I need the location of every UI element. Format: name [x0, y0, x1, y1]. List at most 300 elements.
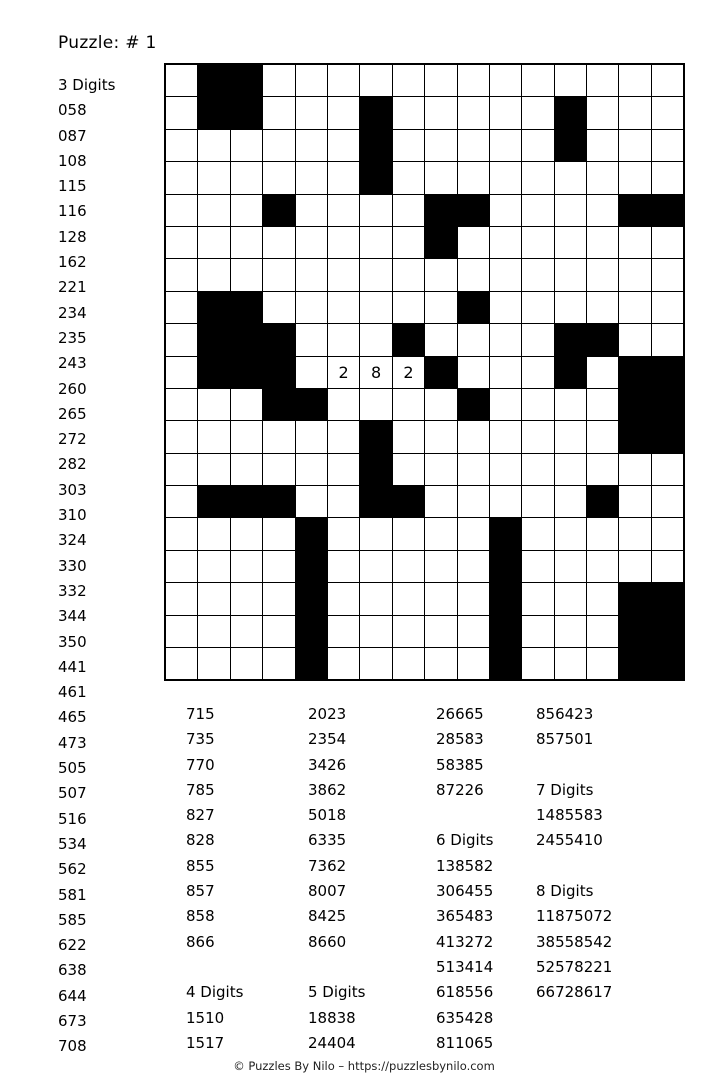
grid-cell[interactable]	[619, 550, 651, 582]
word-list-item[interactable]: 3426	[308, 755, 347, 774]
grid-cell[interactable]	[457, 421, 489, 453]
word-list-item[interactable]: 365483	[436, 907, 494, 926]
grid-cell[interactable]	[360, 259, 392, 291]
grid-cell[interactable]	[198, 518, 230, 550]
grid-cell[interactable]	[587, 64, 619, 97]
grid-cell[interactable]	[230, 518, 262, 550]
grid-cell[interactable]	[360, 64, 392, 97]
word-list-item[interactable]: 534	[58, 834, 87, 853]
grid-cell[interactable]	[489, 97, 521, 129]
word-list-item[interactable]: 306455	[436, 882, 494, 901]
grid-cell[interactable]	[554, 453, 586, 485]
grid-cell[interactable]	[198, 162, 230, 194]
word-list-item[interactable]: 5018	[308, 806, 347, 825]
grid-cell[interactable]	[198, 615, 230, 647]
grid-cell[interactable]	[489, 259, 521, 291]
grid-cell[interactable]	[522, 259, 554, 291]
grid-cell[interactable]	[425, 64, 457, 97]
grid-cell[interactable]	[165, 388, 198, 420]
crossword-grid[interactable]	[164, 63, 685, 681]
grid-cell[interactable]	[489, 388, 521, 420]
grid-cell[interactable]	[522, 129, 554, 161]
word-list-item[interactable]: 115	[58, 177, 87, 196]
word-list-item[interactable]: 24404	[308, 1033, 356, 1052]
grid-cell[interactable]	[457, 453, 489, 485]
grid-cell[interactable]	[263, 421, 295, 453]
grid-cell[interactable]	[457, 64, 489, 97]
grid-cell[interactable]	[522, 162, 554, 194]
grid-cell[interactable]	[392, 615, 424, 647]
word-list-item[interactable]: 38558542	[536, 932, 613, 951]
grid-cell[interactable]	[165, 421, 198, 453]
grid-cell[interactable]	[295, 356, 327, 388]
grid-cell[interactable]	[587, 259, 619, 291]
grid-cell[interactable]	[392, 194, 424, 226]
word-list-item[interactable]: 52578221	[536, 957, 613, 976]
word-list-item[interactable]: 735	[186, 730, 215, 749]
word-list-item[interactable]: 2455410	[536, 831, 603, 850]
word-list-item[interactable]: 856423	[536, 705, 594, 723]
grid-cell[interactable]	[651, 259, 684, 291]
grid-cell[interactable]	[587, 388, 619, 420]
word-list-item[interactable]: 2023	[308, 705, 347, 723]
grid-cell[interactable]	[392, 583, 424, 615]
word-list-item[interactable]: 260	[58, 379, 87, 398]
word-list-item[interactable]: 303	[58, 480, 87, 499]
grid-cell[interactable]	[392, 421, 424, 453]
grid-cell[interactable]	[327, 194, 359, 226]
grid-cell[interactable]	[489, 194, 521, 226]
grid-cell[interactable]	[587, 518, 619, 550]
grid-cell[interactable]	[263, 226, 295, 258]
grid-cell[interactable]	[457, 226, 489, 258]
grid-cell[interactable]	[165, 129, 198, 161]
grid-cell[interactable]	[392, 129, 424, 161]
grid-cell[interactable]	[522, 226, 554, 258]
grid-cell[interactable]	[327, 648, 359, 681]
grid-cell[interactable]	[295, 129, 327, 161]
grid-cell[interactable]	[327, 162, 359, 194]
word-list-item[interactable]: 58385	[436, 755, 484, 774]
grid-cell[interactable]	[327, 486, 359, 518]
grid-cell[interactable]	[425, 648, 457, 681]
grid-cell[interactable]	[522, 388, 554, 420]
grid-cell[interactable]	[198, 648, 230, 681]
grid-cell[interactable]	[522, 97, 554, 129]
grid-cell[interactable]	[554, 648, 586, 681]
grid-cell[interactable]	[619, 324, 651, 356]
grid-cell[interactable]	[425, 291, 457, 323]
word-list-item[interactable]: 6335	[308, 831, 347, 850]
grid-cell[interactable]	[457, 324, 489, 356]
word-list-item[interactable]: 770	[186, 755, 215, 774]
grid-cell[interactable]	[263, 291, 295, 323]
grid-cell[interactable]	[489, 291, 521, 323]
word-list-item[interactable]: 673	[58, 1011, 87, 1030]
grid-cell[interactable]	[165, 291, 198, 323]
word-list-item[interactable]: 8007	[308, 882, 347, 901]
grid-cell[interactable]	[360, 194, 392, 226]
grid-cell[interactable]	[327, 583, 359, 615]
grid-cell[interactable]	[651, 291, 684, 323]
grid-cell[interactable]	[295, 324, 327, 356]
grid-cell[interactable]	[554, 615, 586, 647]
grid-cell[interactable]	[392, 550, 424, 582]
grid-cell[interactable]	[457, 486, 489, 518]
word-list-item[interactable]: 18838	[308, 1008, 356, 1027]
word-list-item[interactable]: 8660	[308, 932, 347, 951]
grid-cell[interactable]	[425, 486, 457, 518]
grid-cell[interactable]	[198, 129, 230, 161]
grid-cell[interactable]	[522, 583, 554, 615]
word-list-item[interactable]: 516	[58, 809, 87, 828]
grid-cell[interactable]	[327, 518, 359, 550]
grid-cell[interactable]	[651, 550, 684, 582]
grid-cell[interactable]	[165, 356, 198, 388]
grid-cell[interactable]	[295, 291, 327, 323]
grid-cell[interactable]	[230, 259, 262, 291]
word-list-item[interactable]: 243	[58, 354, 87, 373]
word-list-item[interactable]: 507	[58, 784, 87, 803]
grid-cell[interactable]	[587, 162, 619, 194]
word-list-item[interactable]: 87226	[436, 780, 484, 799]
grid-cell[interactable]	[651, 518, 684, 550]
grid-cell[interactable]	[327, 129, 359, 161]
word-list-item[interactable]: 715	[186, 705, 215, 723]
grid-cell[interactable]	[489, 162, 521, 194]
word-list-item[interactable]: 461	[58, 683, 87, 702]
grid-cell[interactable]	[165, 64, 198, 97]
grid-cell[interactable]	[165, 615, 198, 647]
grid-cell[interactable]	[554, 550, 586, 582]
grid-cell[interactable]	[198, 194, 230, 226]
grid-cell[interactable]	[230, 162, 262, 194]
grid-cell[interactable]	[522, 486, 554, 518]
grid-cell[interactable]	[230, 583, 262, 615]
grid-cell[interactable]	[230, 388, 262, 420]
word-list-item[interactable]: 138582	[436, 856, 494, 875]
grid-cell[interactable]	[587, 615, 619, 647]
word-list-item[interactable]: 332	[58, 581, 87, 600]
grid-cell[interactable]	[554, 259, 586, 291]
grid-cell[interactable]	[327, 259, 359, 291]
grid-cell[interactable]	[263, 583, 295, 615]
word-list-item[interactable]: 441	[58, 657, 87, 676]
grid-cell[interactable]	[489, 64, 521, 97]
grid-cell[interactable]	[554, 583, 586, 615]
grid-cell[interactable]	[522, 421, 554, 453]
grid-cell[interactable]	[457, 129, 489, 161]
word-list-item[interactable]: 581	[58, 885, 87, 904]
word-list-item[interactable]: 087	[58, 126, 87, 145]
grid-cell[interactable]	[522, 550, 554, 582]
word-list-item[interactable]: 866	[186, 932, 215, 951]
grid-cell[interactable]	[230, 226, 262, 258]
grid-cell[interactable]	[425, 421, 457, 453]
grid-cell[interactable]	[360, 388, 392, 420]
grid-cell[interactable]	[392, 226, 424, 258]
grid-cell[interactable]	[457, 356, 489, 388]
grid-cell[interactable]	[587, 583, 619, 615]
word-list-item[interactable]: 413272	[436, 932, 494, 951]
grid-cell[interactable]	[263, 162, 295, 194]
grid-cell[interactable]	[295, 97, 327, 129]
grid-cell[interactable]	[392, 291, 424, 323]
word-list-item[interactable]: 858	[186, 907, 215, 926]
grid-cell[interactable]	[522, 648, 554, 681]
grid-cell[interactable]	[360, 324, 392, 356]
grid-cell[interactable]	[425, 615, 457, 647]
word-list-item[interactable]: 1485583	[536, 806, 603, 825]
grid-cell[interactable]	[554, 388, 586, 420]
word-list-item[interactable]: 324	[58, 531, 87, 550]
grid-cell[interactable]	[392, 453, 424, 485]
grid-cell[interactable]	[165, 486, 198, 518]
grid-cell[interactable]	[522, 356, 554, 388]
grid-cell[interactable]	[327, 291, 359, 323]
word-list-item[interactable]: 26665	[436, 705, 484, 723]
grid-cell[interactable]	[522, 518, 554, 550]
word-list-item[interactable]: 11875072	[536, 907, 613, 926]
grid-cell[interactable]	[263, 518, 295, 550]
grid-cell[interactable]	[651, 453, 684, 485]
grid-cell[interactable]	[392, 518, 424, 550]
grid-cell[interactable]	[457, 259, 489, 291]
grid-cell[interactable]	[554, 291, 586, 323]
grid-cell[interactable]	[392, 162, 424, 194]
grid-cell[interactable]	[165, 550, 198, 582]
grid-cell[interactable]	[425, 97, 457, 129]
grid-cell[interactable]	[327, 226, 359, 258]
grid-cell[interactable]	[425, 324, 457, 356]
grid-cell[interactable]	[554, 486, 586, 518]
grid-cell[interactable]	[619, 64, 651, 97]
grid-cell[interactable]	[230, 194, 262, 226]
grid-cell[interactable]	[327, 615, 359, 647]
grid-cell[interactable]	[489, 324, 521, 356]
grid-cell[interactable]	[263, 129, 295, 161]
grid-cell[interactable]	[457, 615, 489, 647]
grid-cell[interactable]	[392, 648, 424, 681]
grid-cell[interactable]	[457, 97, 489, 129]
grid-cell[interactable]	[587, 648, 619, 681]
grid-cell[interactable]	[619, 486, 651, 518]
grid-cell[interactable]	[619, 291, 651, 323]
grid-cell[interactable]	[522, 324, 554, 356]
grid-cell[interactable]	[165, 324, 198, 356]
word-list-item[interactable]: 28583	[436, 730, 484, 749]
grid-cell[interactable]	[425, 550, 457, 582]
grid-cell[interactable]	[619, 97, 651, 129]
grid-cell[interactable]	[425, 583, 457, 615]
word-list-item[interactable]: 234	[58, 303, 87, 322]
grid-cell[interactable]	[457, 648, 489, 681]
grid-cell[interactable]	[587, 356, 619, 388]
word-list-item[interactable]: 221	[58, 278, 87, 297]
grid-cell[interactable]	[392, 388, 424, 420]
grid-cell[interactable]	[327, 64, 359, 97]
grid-cell[interactable]	[619, 453, 651, 485]
grid-cell[interactable]	[230, 453, 262, 485]
grid-cell[interactable]	[295, 453, 327, 485]
grid-cell[interactable]	[198, 226, 230, 258]
grid-cell[interactable]	[263, 550, 295, 582]
word-list-item[interactable]: 828	[186, 831, 215, 850]
grid-cell[interactable]	[295, 226, 327, 258]
word-list-item[interactable]: 513414	[436, 957, 494, 976]
grid-cell[interactable]	[651, 226, 684, 258]
word-list-item[interactable]: 272	[58, 430, 87, 449]
grid-cell[interactable]	[587, 129, 619, 161]
grid-cell[interactable]	[327, 388, 359, 420]
grid-cell[interactable]	[360, 291, 392, 323]
word-list-item[interactable]: 857501	[536, 730, 594, 749]
word-list-item[interactable]: 638	[58, 961, 87, 980]
grid-cell[interactable]	[587, 97, 619, 129]
word-list-item[interactable]: 7362	[308, 856, 347, 875]
grid-cell[interactable]	[295, 194, 327, 226]
grid-cell[interactable]	[425, 162, 457, 194]
word-list-item[interactable]: 058	[58, 101, 87, 120]
grid-cell[interactable]	[489, 226, 521, 258]
grid-cell[interactable]	[263, 64, 295, 97]
word-list-item[interactable]: 265	[58, 404, 87, 423]
word-list-item[interactable]: 235	[58, 328, 87, 347]
grid-cell[interactable]	[165, 162, 198, 194]
grid-cell[interactable]	[587, 550, 619, 582]
grid-cell[interactable]	[425, 518, 457, 550]
grid-cell[interactable]: 8	[360, 356, 392, 388]
grid-cell[interactable]	[619, 162, 651, 194]
word-list-item[interactable]: 66728617	[536, 983, 613, 1002]
grid-cell[interactable]	[295, 162, 327, 194]
grid-cell[interactable]	[230, 550, 262, 582]
grid-cell[interactable]	[587, 226, 619, 258]
grid-cell[interactable]: 2	[392, 356, 424, 388]
grid-cell[interactable]	[263, 615, 295, 647]
grid-cell[interactable]	[392, 259, 424, 291]
grid-cell[interactable]	[295, 259, 327, 291]
grid-cell[interactable]	[360, 615, 392, 647]
grid-cell[interactable]	[619, 129, 651, 161]
grid-cell[interactable]	[327, 97, 359, 129]
grid-cell[interactable]	[522, 291, 554, 323]
word-list-item[interactable]: 465	[58, 708, 87, 727]
word-list-item[interactable]: 811065	[436, 1033, 494, 1052]
word-list-item[interactable]: 1517	[186, 1033, 225, 1052]
grid-cell[interactable]	[522, 615, 554, 647]
word-list-item[interactable]: 827	[186, 806, 215, 825]
grid-cell[interactable]	[651, 486, 684, 518]
grid-cell[interactable]	[587, 194, 619, 226]
grid-cell[interactable]	[165, 226, 198, 258]
grid-cell[interactable]: 2	[327, 356, 359, 388]
grid-cell[interactable]	[360, 226, 392, 258]
grid-cell[interactable]	[651, 64, 684, 97]
word-list-item[interactable]: 310	[58, 506, 87, 525]
grid-cell[interactable]	[489, 129, 521, 161]
grid-cell[interactable]	[522, 453, 554, 485]
grid-cell[interactable]	[457, 583, 489, 615]
grid-cell[interactable]	[230, 648, 262, 681]
word-list-item[interactable]: 350	[58, 632, 87, 651]
grid-cell[interactable]	[457, 550, 489, 582]
grid-cell[interactable]	[554, 64, 586, 97]
grid-cell[interactable]	[263, 259, 295, 291]
grid-cell[interactable]	[489, 453, 521, 485]
word-list-item[interactable]: 473	[58, 733, 87, 752]
grid-cell[interactable]	[263, 648, 295, 681]
grid-cell[interactable]	[651, 162, 684, 194]
word-list-item[interactable]: 1510	[186, 1008, 225, 1027]
grid-cell[interactable]	[587, 291, 619, 323]
grid-cell[interactable]	[198, 421, 230, 453]
grid-cell[interactable]	[587, 453, 619, 485]
grid-cell[interactable]	[554, 162, 586, 194]
grid-cell[interactable]	[295, 486, 327, 518]
grid-cell[interactable]	[198, 259, 230, 291]
grid-cell[interactable]	[360, 518, 392, 550]
grid-cell[interactable]	[360, 583, 392, 615]
word-list-item[interactable]: 562	[58, 860, 87, 879]
word-list-item[interactable]: 618556	[436, 983, 494, 1002]
word-list-item[interactable]: 3862	[308, 780, 347, 799]
word-list-item[interactable]: 855	[186, 856, 215, 875]
grid-cell[interactable]	[198, 550, 230, 582]
grid-cell[interactable]	[295, 64, 327, 97]
grid-cell[interactable]	[554, 226, 586, 258]
grid-cell[interactable]	[489, 486, 521, 518]
grid-cell[interactable]	[165, 518, 198, 550]
grid-cell[interactable]	[327, 421, 359, 453]
word-list-item[interactable]: 8425	[308, 907, 347, 926]
grid-cell[interactable]	[554, 421, 586, 453]
grid-cell[interactable]	[198, 583, 230, 615]
grid-cell[interactable]	[230, 615, 262, 647]
grid-cell[interactable]	[457, 518, 489, 550]
word-list-item[interactable]: 2354	[308, 730, 347, 749]
grid-cell[interactable]	[522, 194, 554, 226]
grid-cell[interactable]	[619, 518, 651, 550]
word-list-item[interactable]: 857	[186, 882, 215, 901]
grid-cell[interactable]	[489, 421, 521, 453]
grid-cell[interactable]	[554, 518, 586, 550]
grid-cell[interactable]	[587, 421, 619, 453]
grid-cell[interactable]	[554, 194, 586, 226]
word-list-item[interactable]: 108	[58, 151, 87, 170]
grid-cell[interactable]	[619, 226, 651, 258]
grid-cell[interactable]	[392, 97, 424, 129]
grid-cell[interactable]	[198, 453, 230, 485]
word-list-item[interactable]: 785	[186, 780, 215, 799]
word-list-item[interactable]: 282	[58, 455, 87, 474]
word-list-item[interactable]: 708	[58, 1037, 87, 1056]
grid-cell[interactable]	[522, 64, 554, 97]
grid-cell[interactable]	[327, 453, 359, 485]
grid-cell[interactable]	[165, 583, 198, 615]
word-list-item[interactable]: 330	[58, 556, 87, 575]
grid-cell[interactable]	[263, 97, 295, 129]
grid-cell[interactable]	[619, 259, 651, 291]
grid-cell[interactable]	[165, 648, 198, 681]
grid-cell[interactable]	[425, 259, 457, 291]
word-list-item[interactable]: 128	[58, 227, 87, 246]
grid-cell[interactable]	[263, 453, 295, 485]
grid-cell[interactable]	[327, 550, 359, 582]
grid-cell[interactable]	[651, 129, 684, 161]
word-list-item[interactable]: 344	[58, 607, 87, 626]
grid-cell[interactable]	[360, 550, 392, 582]
